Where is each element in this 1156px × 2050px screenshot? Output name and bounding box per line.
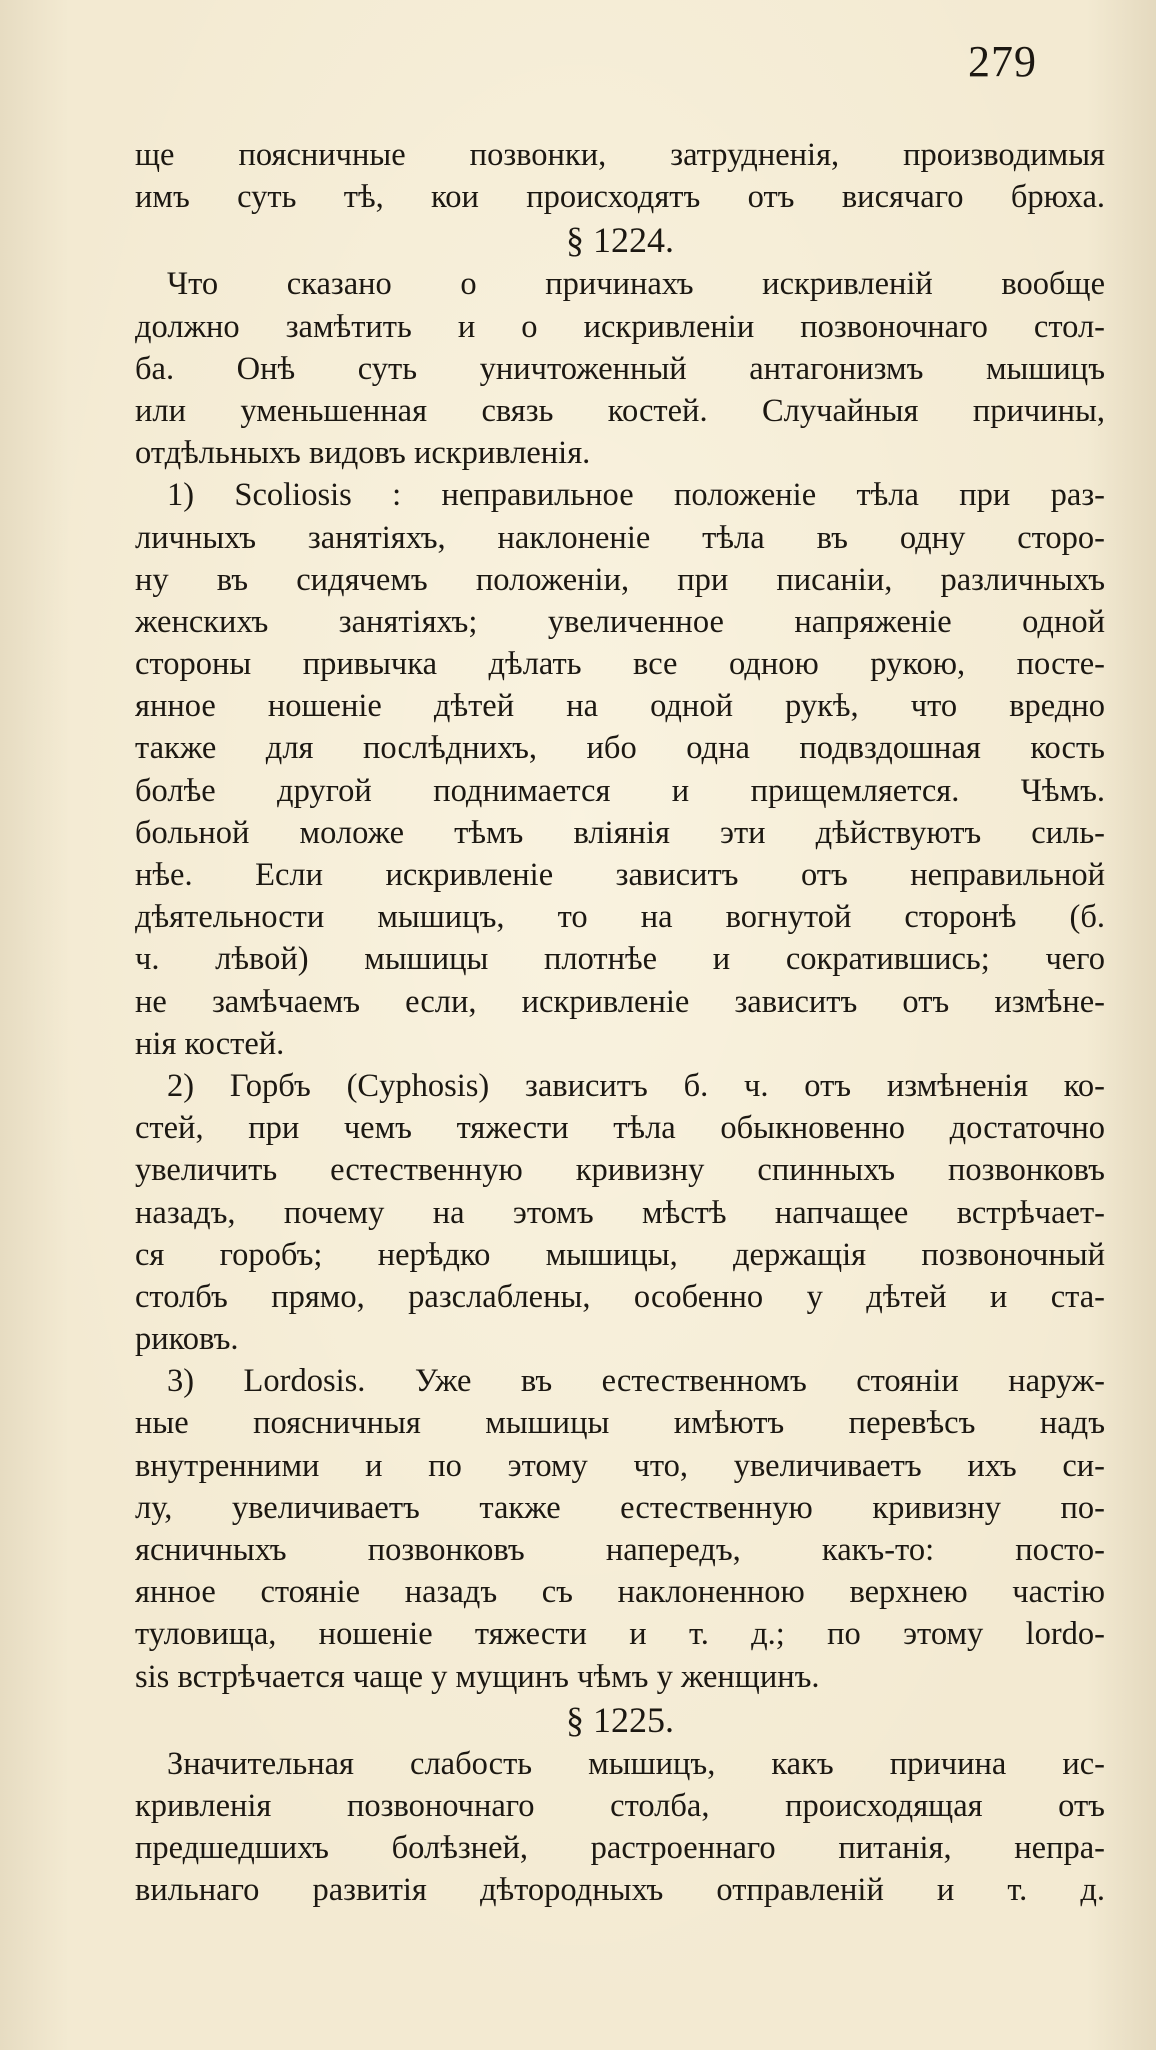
text-line: не замѣчаемъ если, искривленіе зависитъ отъ измѣне- xyxy=(135,983,1105,1020)
text-line: туловища, ношеніе тяжести и т. д.; по этому lordo- xyxy=(135,1616,1105,1653)
paragraph-last-line: sis встрѣчается чаще у мущинъ чѣмъ у женщинъ. xyxy=(135,1658,820,1695)
section-heading: § 1224. xyxy=(566,220,674,261)
text-line: ще поясничные позвонки, затрудненія, производимыя xyxy=(135,137,1105,173)
text-line: столбъ прямо, разслаблены, особенно у дѣтей и ста- xyxy=(135,1278,1105,1315)
text-line: нѣе. Если искривленіе зависитъ отъ неправильной xyxy=(135,857,1105,893)
text-line: болѣе другой поднимается и прищемляется. Чѣмъ. xyxy=(135,772,1105,809)
text-line: ба. Онѣ суть уничтоженный антагонизмъ мышицъ xyxy=(135,350,1105,387)
paragraph-first-line: 3) Lordosis. Уже въ естественномъ стояніи наруж- xyxy=(167,1363,1105,1400)
text-line: личныхъ занятіяхъ, наклоненіе тѣла въ одну сторо- xyxy=(135,519,1105,556)
paragraph-last-line: нія костей. xyxy=(135,1025,285,1062)
text-line: имъ суть тѣ, кои происходятъ отъ висячаго брюха. xyxy=(135,179,1105,216)
page-number: 279 xyxy=(968,37,1037,86)
text-line: ну въ сидячемъ положеніи, при писаніи, различныхъ xyxy=(135,561,1105,598)
text-line: ся горобъ; нерѣдко мышицы, держащія позвоночный xyxy=(135,1236,1105,1273)
paragraph-last-line: риковъ. xyxy=(135,1321,239,1358)
text-line: лу, увеличиваетъ также естественную кривизну по- xyxy=(135,1489,1105,1526)
text-line: янное стояніе назадъ съ наклоненною верхнею частію xyxy=(135,1574,1105,1611)
text-line: стей, при чемъ тяжести тѣла обыкновенно достаточно xyxy=(135,1110,1105,1147)
text-line: женскихъ занятіяхъ; увеличенное напряженіе одной xyxy=(135,603,1105,640)
text-line: предшедшихъ болѣзней, растроеннаго питанія, непра- xyxy=(135,1830,1105,1867)
paragraph-first-line: Что сказано о причинахъ искривленій вообще xyxy=(167,266,1105,303)
text-line: или уменьшенная связь костей. Случайныя причины, xyxy=(135,392,1105,429)
text-line: янное ношеніе дѣтей на одной рукѣ, что вредно xyxy=(135,688,1105,725)
paragraph-first-line: 2) Горбъ (Cyphosis) зависитъ б. ч. отъ измѣненія ко- xyxy=(167,1067,1105,1104)
text-line: вильнаго развитія дѣтородныхъ отправленій и т. д. xyxy=(135,1872,1105,1909)
text-line: должно замѣтить и о искривленіи позвоночнаго стол- xyxy=(135,308,1105,345)
text-line: ясничныхъ позвонковъ напередъ, какъ-то: посто- xyxy=(135,1532,1105,1568)
text-line: стороны привычка дѣлать все одною рукою, посте- xyxy=(135,646,1105,683)
text-line: дѣятельности мышицъ, то на вогнутой сторонѣ (б. xyxy=(135,899,1105,936)
text-line: увеличить естественную кривизну спинныхъ позвонковъ xyxy=(135,1152,1105,1189)
text-line: назадъ, почему на этомъ мѣстѣ напчащее встрѣчает- xyxy=(135,1194,1105,1231)
text-line: ные поясничныя мышицы имѣютъ перевѣсъ надъ xyxy=(135,1405,1105,1442)
text-line: также для послѣднихъ, ибо одна подвздошная кость xyxy=(135,730,1105,767)
text-line: кривленія позвоночнаго столба, происходящая отъ xyxy=(135,1787,1105,1824)
paragraph-last-line: отдѣльныхъ видовъ искривленія. xyxy=(135,435,591,472)
text-body xyxy=(135,134,1105,1912)
section-heading: § 1225. xyxy=(566,1699,674,1740)
text-line: больной моложе тѣмъ вліянія эти дѣйствуютъ силь- xyxy=(135,814,1105,851)
text-line: внутренними и по этому что, увеличиваетъ ихъ си- xyxy=(135,1447,1105,1484)
paragraph-first-line: 1) Scoliosis : неправильное положеніе тѣла при раз- xyxy=(167,477,1105,514)
text-line: ч. лѣвой) мышицы плотнѣе и сократившись; чего xyxy=(135,941,1105,978)
paragraph-first-line: Значительная слабость мышицъ, какъ причина ис- xyxy=(167,1745,1105,1782)
